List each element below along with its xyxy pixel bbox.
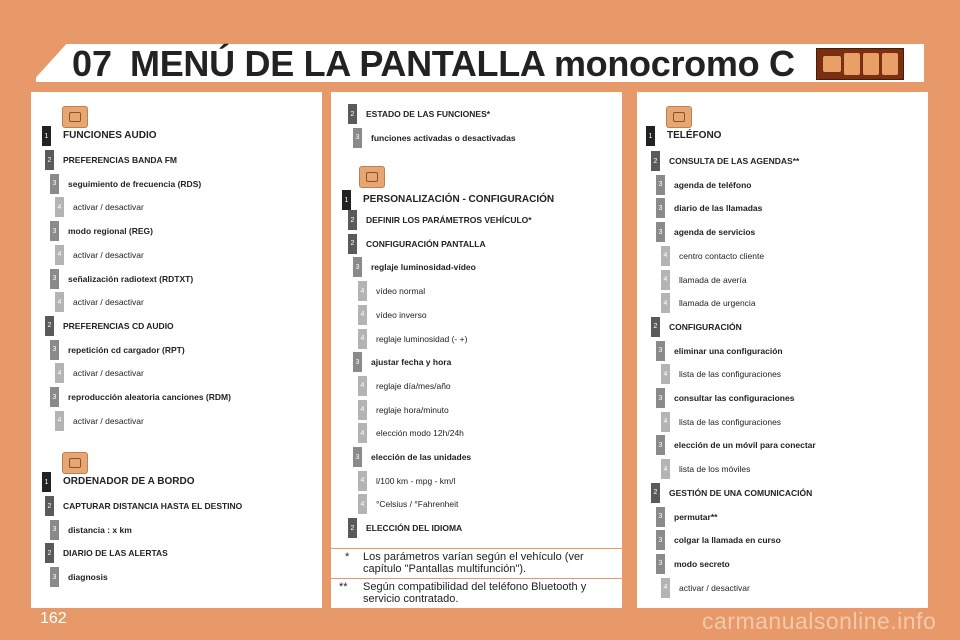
settings-icon <box>359 166 385 188</box>
menu-row-label: agenda de teléfono <box>674 179 752 190</box>
menu-row-label: modo secreto <box>674 558 730 569</box>
level-badge: 4 <box>661 459 670 479</box>
menu-row-label: PREFERENCIAS BANDA FM <box>63 155 177 165</box>
level-badge: 2 <box>651 151 660 171</box>
menu-row-label: seguimiento de frecuencia (RDS) <box>68 178 202 189</box>
level-badge: 4 <box>661 412 670 432</box>
menu-row-label: permutar** <box>674 511 718 522</box>
menu-row-label: consultar las configuraciones <box>674 393 795 403</box>
heading-computer <box>42 472 194 492</box>
menu-row-label: lista de las configuraciones <box>679 416 782 427</box>
level-badge: 1 <box>342 190 351 210</box>
phone-icon <box>666 106 692 128</box>
menu-row-label: llamada de avería <box>679 274 747 285</box>
menu-row-level-2 <box>45 496 242 516</box>
level-badge: 3 <box>656 388 665 408</box>
level-badge: 2 <box>348 210 357 230</box>
level-badge: 3 <box>50 520 59 540</box>
menu-row-level-4 <box>55 363 144 383</box>
menu-row-level-4 <box>358 471 455 491</box>
menu-row-level-3 <box>50 387 231 407</box>
menu-row-level-3 <box>353 352 451 372</box>
level-badge: 4 <box>55 411 64 431</box>
level-badge: 4 <box>358 281 367 301</box>
menu-row-level-3 <box>50 221 153 241</box>
menu-row-level-3 <box>656 530 781 550</box>
menu-row-level-4 <box>55 411 144 431</box>
menu-row-label: activar / desactivar <box>73 249 144 260</box>
level-badge: 3 <box>50 340 59 360</box>
menu-row-label: activar / desactivar <box>73 415 144 426</box>
level-badge: 1 <box>42 126 51 146</box>
menu-row-label: elección de un móvil para conectar <box>674 440 816 451</box>
page-title: MENÚ DE LA PANTALLA monocromo C <box>130 43 795 84</box>
level-badge: 3 <box>353 447 362 467</box>
heading-computer-label: ORDENADOR DE A BORDO <box>63 476 195 487</box>
level-badge: 2 <box>45 150 54 170</box>
menu-row-label: llamada de urgencia <box>679 298 756 309</box>
level-badge: 1 <box>42 472 51 492</box>
level-badge: 2 <box>45 496 54 516</box>
menu-row-level-4 <box>55 197 144 217</box>
level-badge: 4 <box>661 270 670 290</box>
menu-row-level-4 <box>661 246 764 266</box>
menu-row-level-3 <box>50 340 185 360</box>
heading-phone-label: TELÉFONO <box>667 130 722 141</box>
menu-row-level-4 <box>358 494 458 514</box>
menu-row-label: GESTIÓN DE UNA COMUNICACIÓN <box>669 487 813 498</box>
level-badge: 3 <box>656 435 665 455</box>
level-badge: 3 <box>50 221 59 241</box>
page-number: 162 <box>40 610 67 627</box>
level-badge: 4 <box>358 305 367 325</box>
level-badge: 1 <box>646 126 655 146</box>
footnote-1-mark: * <box>345 551 350 563</box>
right-panel <box>637 92 928 608</box>
menu-row-label: modo regional (REG) <box>68 226 153 237</box>
level-badge: 4 <box>55 245 64 265</box>
menu-row-label: activar / desactivar <box>73 202 144 213</box>
heading-phone <box>646 126 721 146</box>
heading-settings-label: PERSONALIZACIÓN - CONFIGURACIÓN <box>363 194 555 205</box>
level-badge: 3 <box>50 567 59 587</box>
watermark: carmanualsonline.info <box>702 608 937 634</box>
menu-row-label: repetición cd cargador (RPT) <box>68 344 185 355</box>
menu-row-label: diario de las llamadas <box>674 203 763 214</box>
menu-row-label: elección de las unidades <box>371 452 472 462</box>
level-badge: 4 <box>55 363 64 383</box>
level-badge: 3 <box>353 352 362 372</box>
level-badge: 2 <box>45 316 54 336</box>
level-badge: 4 <box>55 197 64 217</box>
level-badge: 3 <box>353 128 362 148</box>
menu-row-label: l/100 km - mpg - km/l <box>376 475 456 486</box>
header-notch <box>30 40 70 84</box>
computer-icon <box>62 452 88 474</box>
menu-row-label: vídeo normal <box>376 286 426 297</box>
computer-icon <box>863 53 879 75</box>
footnote-1-text: Los parámetros varían según el vehículo (ver capítulo "Pantallas multifunción"). <box>363 551 584 575</box>
level-badge: 3 <box>50 174 59 194</box>
menu-row-label: señalización radiotext (RDTXT) <box>68 273 194 284</box>
menu-row-level-2 <box>348 234 486 254</box>
phone-icon <box>844 53 860 75</box>
menu-row-label: DIARIO DE LAS ALERTAS <box>63 548 168 559</box>
level-badge: 4 <box>661 246 670 266</box>
level-badge: 2 <box>348 234 357 254</box>
menu-row-label: funciones activadas o desactivadas <box>371 132 516 143</box>
level-badge: 4 <box>358 494 367 514</box>
menu-row-label: ESTADO DE LAS FUNCIONES* <box>366 109 491 119</box>
settings-icon <box>882 53 898 75</box>
menu-row-level-4 <box>661 364 781 384</box>
footnote-2-text: Según compatibilidad del teléfono Bluetooth y servicio contratado. <box>363 581 587 605</box>
menu-row-label: eliminar una configuración <box>674 345 783 356</box>
menu-row-level-3 <box>50 269 193 289</box>
level-badge: 3 <box>656 175 665 195</box>
menu-row-label: CONFIGURACIÓN <box>669 321 742 332</box>
divider <box>331 578 622 579</box>
menu-row-level-4 <box>661 270 747 290</box>
level-badge: 4 <box>661 364 670 384</box>
footnote-2 <box>339 581 615 607</box>
menu-row-level-3 <box>656 175 751 195</box>
footnote-2-mark: ** <box>339 581 348 593</box>
menu-row-label: lista de los móviles <box>679 464 751 475</box>
menu-row-label: diagnosis <box>68 572 108 583</box>
menu-row-level-3 <box>656 507 717 527</box>
menu-row-level-3 <box>353 257 476 277</box>
level-badge: 4 <box>358 329 367 349</box>
menu-row-level-4 <box>358 281 425 301</box>
menu-row-label: colgar la llamada en curso <box>674 535 781 546</box>
menu-row-level-4 <box>661 293 756 313</box>
menu-row-level-2 <box>651 151 799 171</box>
level-badge: 3 <box>656 507 665 527</box>
menu-row-level-3 <box>656 198 762 218</box>
level-badge: 2 <box>348 518 357 538</box>
menu-row-level-3 <box>656 341 783 361</box>
divider <box>331 548 622 549</box>
menu-row-label: reglaje luminosidad-vídeo <box>371 262 476 273</box>
menu-row-level-4 <box>55 245 144 265</box>
menu-row-level-4 <box>55 292 144 312</box>
level-badge: 4 <box>55 292 64 312</box>
level-badge: 3 <box>656 198 665 218</box>
menu-row-level-4 <box>661 459 750 479</box>
menu-row-label: ajustar fecha y hora <box>371 357 452 368</box>
left-panel <box>31 92 322 608</box>
menu-row-level-2 <box>651 317 742 337</box>
menu-row-label: CONSULTA DE LAS AGENDAS** <box>669 156 800 166</box>
menu-row-level-4 <box>661 412 781 432</box>
menu-row-level-3 <box>656 222 755 242</box>
level-badge: 3 <box>656 222 665 242</box>
menu-row-label: vídeo inverso <box>376 309 427 320</box>
audio-icon <box>823 56 841 72</box>
audio-icon <box>62 106 88 128</box>
menu-row-level-3 <box>656 435 816 455</box>
menu-row-level-2 <box>348 210 532 230</box>
heading-settings <box>342 190 554 210</box>
menu-row-level-2 <box>348 518 462 538</box>
menu-row-label: activar / desactivar <box>679 582 750 593</box>
level-badge: 3 <box>50 269 59 289</box>
middle-panel <box>331 92 622 608</box>
menu-row-label: lista de las configuraciones <box>679 369 782 380</box>
menu-row-label: CAPTURAR DISTANCIA HASTA EL DESTINO <box>63 501 243 511</box>
menu-row-label: PREFERENCIAS CD AUDIO <box>63 320 174 331</box>
menu-row-level-3 <box>353 447 471 467</box>
menu-row-level-3 <box>656 554 730 574</box>
menu-row-level-4 <box>358 305 427 325</box>
menu-row-label: activar / desactivar <box>73 368 144 379</box>
level-badge: 2 <box>45 543 54 563</box>
heading-audio <box>42 126 157 146</box>
level-badge: 2 <box>651 317 660 337</box>
level-badge: 3 <box>353 257 362 277</box>
menu-row-level-2 <box>45 316 174 336</box>
footnote-1 <box>345 551 615 577</box>
level-badge: 2 <box>651 483 660 503</box>
menu-row-level-3 <box>50 567 108 587</box>
menu-row-level-3 <box>50 174 201 194</box>
header-menu-icons <box>816 48 904 80</box>
menu-row-label: reglaje hora/minuto <box>376 404 449 415</box>
menu-row-level-3 <box>353 128 516 148</box>
menu-row-label: agenda de servicios <box>674 227 756 238</box>
menu-row-level-2 <box>45 543 168 563</box>
menu-row-label: activar / desactivar <box>73 297 144 308</box>
menu-row-label: distancia : x km <box>68 524 132 535</box>
menu-row-label: elección modo 12h/24h <box>376 428 464 439</box>
menu-row-level-3 <box>50 520 132 540</box>
menu-row-label: centro contacto cliente <box>679 250 765 261</box>
level-badge: 3 <box>50 387 59 407</box>
menu-row-level-4 <box>358 423 464 443</box>
menu-row-level-4 <box>358 376 451 396</box>
menu-row-level-4 <box>358 400 449 420</box>
menu-row-level-2 <box>348 104 490 124</box>
chapter-number: 07 <box>72 43 113 84</box>
menu-row-label: reproducción aleatoria canciones (RDM) <box>68 392 231 402</box>
menu-row-level-3 <box>656 388 794 408</box>
level-badge: 4 <box>358 423 367 443</box>
level-badge: 4 <box>661 293 670 313</box>
level-badge: 4 <box>358 471 367 491</box>
menu-row-level-4 <box>358 329 467 349</box>
level-badge: 3 <box>656 341 665 361</box>
level-badge: 3 <box>656 554 665 574</box>
menu-row-level-2 <box>45 150 177 170</box>
level-badge: 4 <box>661 578 670 598</box>
level-badge: 4 <box>358 376 367 396</box>
menu-row-label: reglaje día/mes/año <box>376 380 451 391</box>
menu-row-label: °Celsius / °Fahrenheit <box>376 499 459 510</box>
level-badge: 3 <box>656 530 665 550</box>
heading-audio-label: FUNCIONES AUDIO <box>63 130 157 141</box>
menu-row-level-4 <box>661 578 750 598</box>
menu-row-level-2 <box>651 483 812 503</box>
menu-row-label: ELECCIÓN DEL IDIOMA <box>366 523 463 534</box>
menu-row-label: reglaje luminosidad (- +) <box>376 333 468 344</box>
menu-row-label: CONFIGURACIÓN PANTALLA <box>366 238 486 249</box>
menu-row-label: DEFINIR LOS PARÁMETROS VEHÍCULO* <box>366 215 532 225</box>
level-badge: 4 <box>358 400 367 420</box>
level-badge: 2 <box>348 104 357 124</box>
